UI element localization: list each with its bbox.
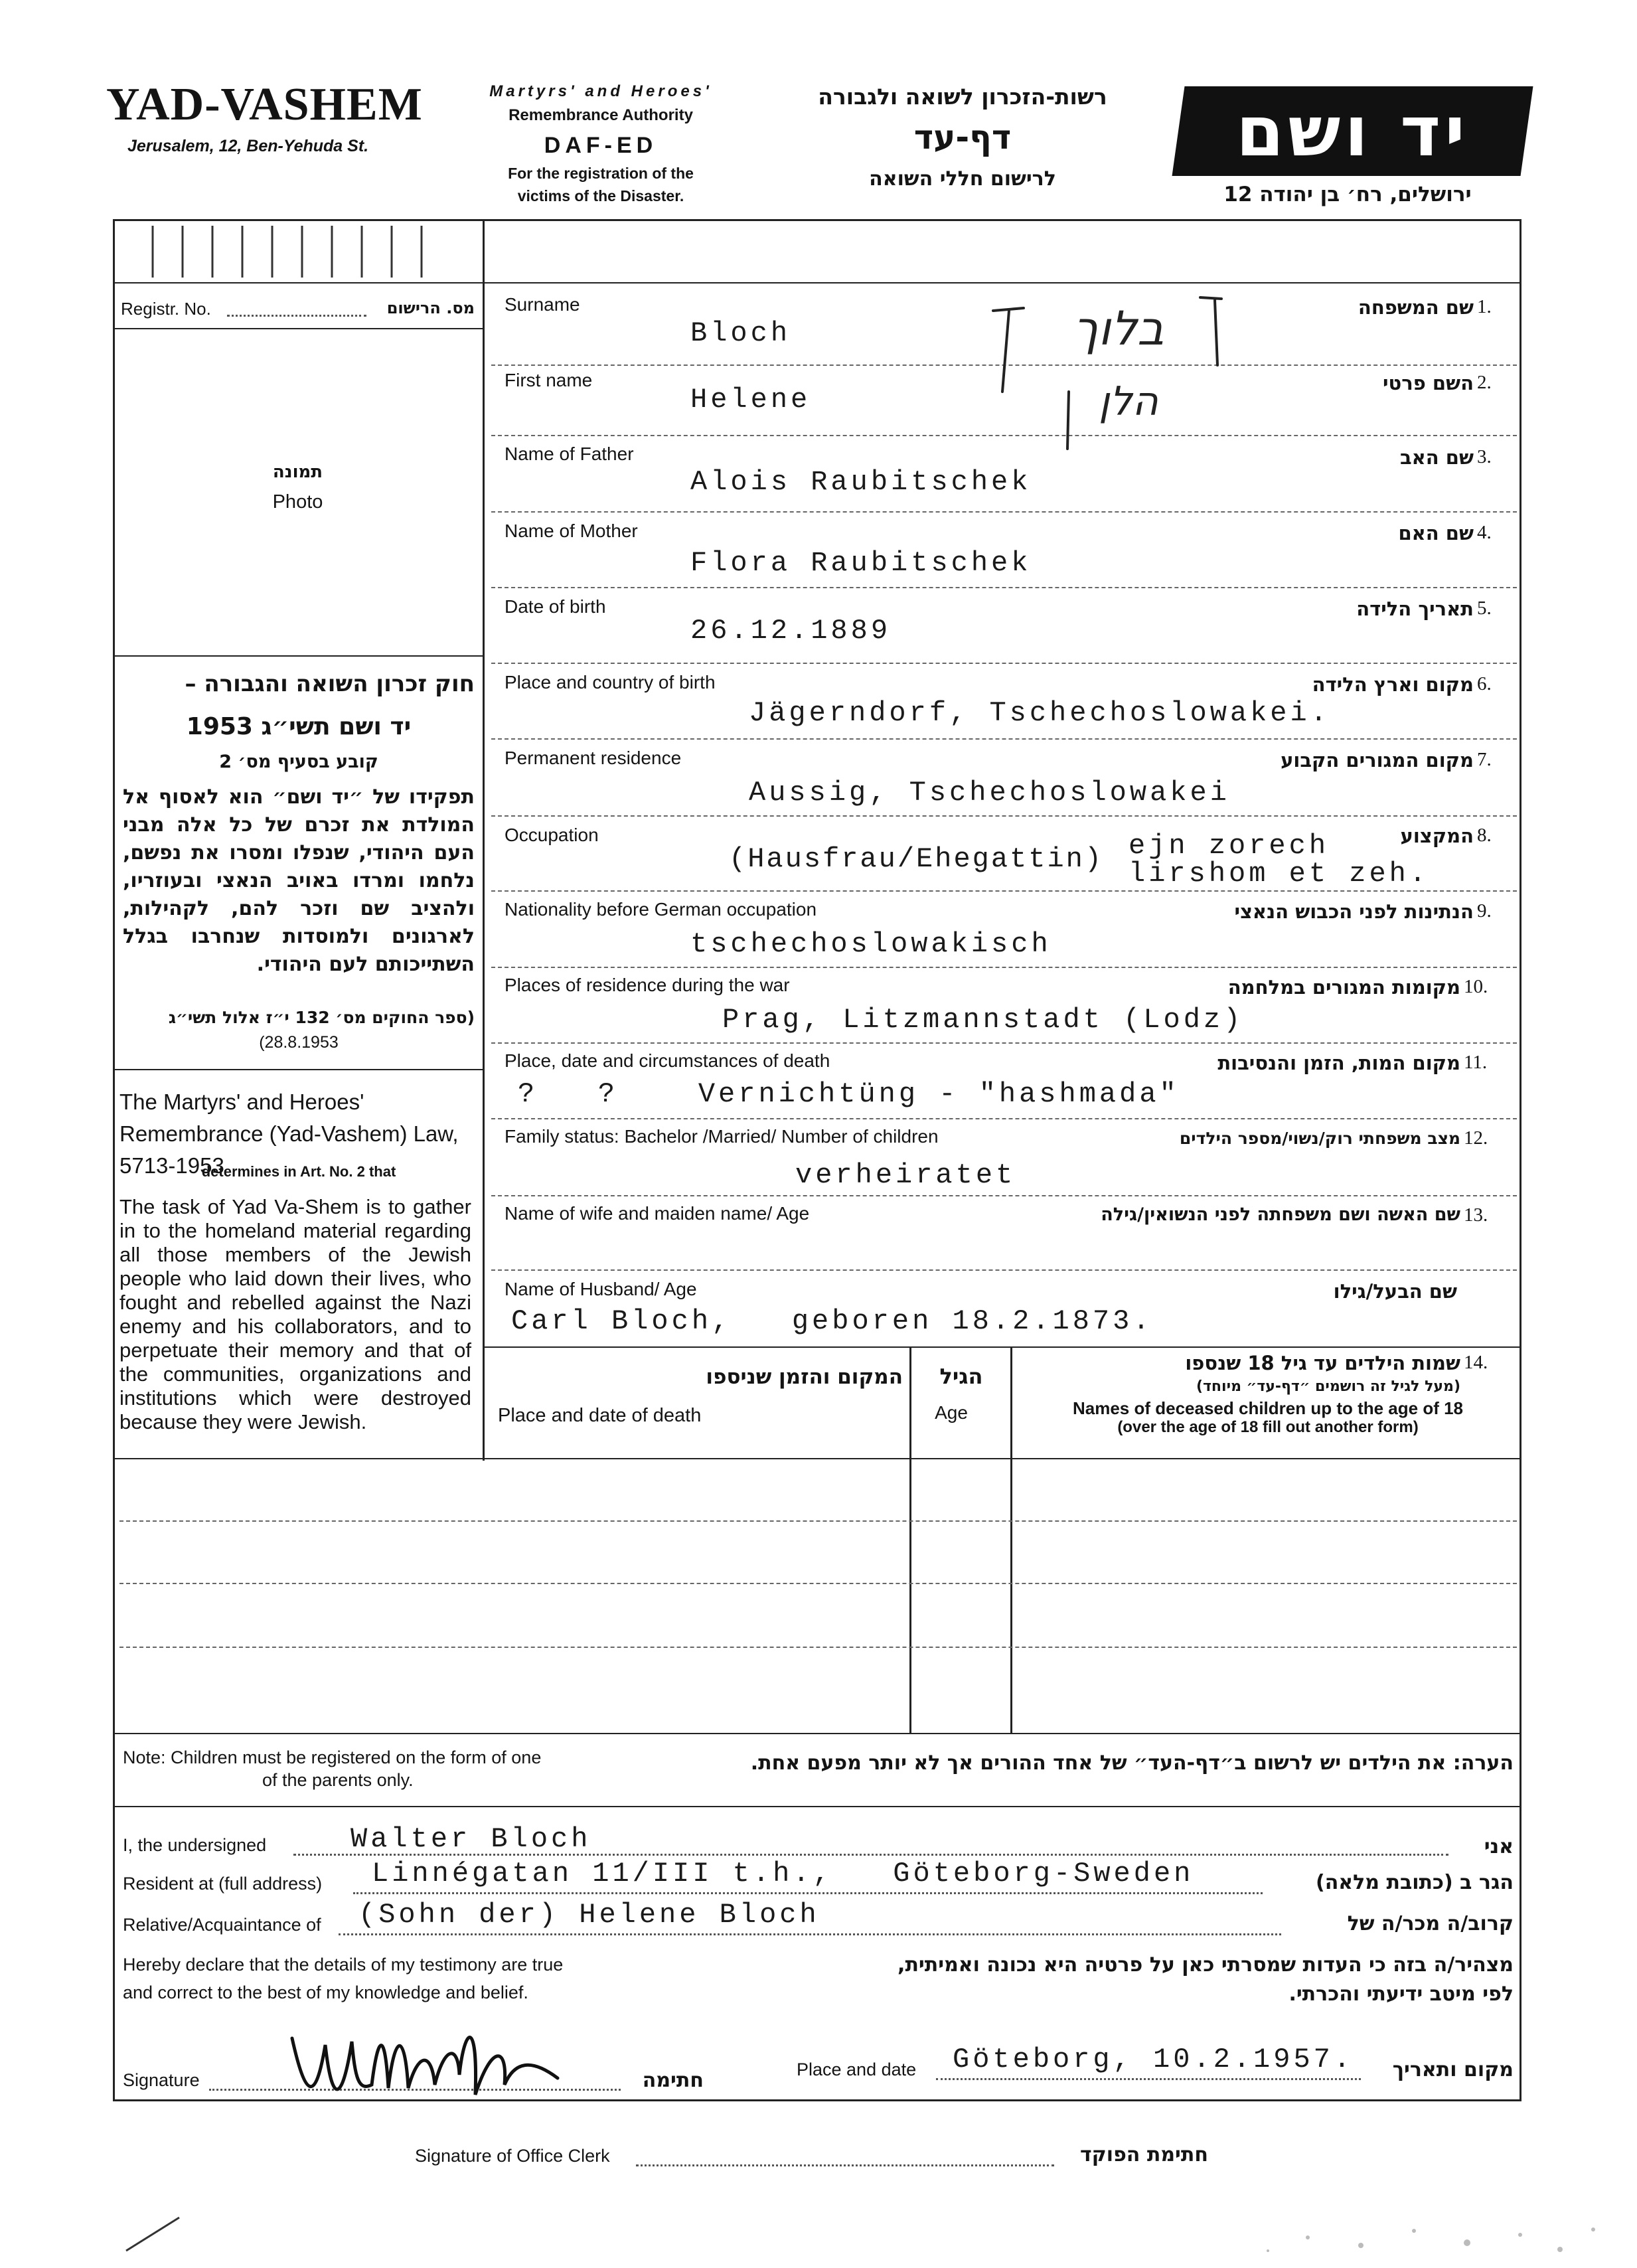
- left-column-divider: [483, 219, 485, 1461]
- field-2-num: 2.: [1477, 372, 1492, 393]
- authority-he: רשות-הזכרון לשואה ולגבורה: [818, 84, 1107, 110]
- clerk-dots: [636, 2164, 1054, 2166]
- field-11-label-en: Place, date and circumstances of death: [505, 1050, 830, 1071]
- row-sep-5: [491, 663, 1517, 664]
- field-12-value: verheiratet: [795, 1159, 1016, 1191]
- photo-rule: [113, 655, 483, 657]
- law-title-he: חוק זכרון השואה והגבורה –: [185, 671, 475, 697]
- row-sep-4: [491, 587, 1517, 588]
- field-1-num: 1.: [1477, 296, 1492, 317]
- children-row-3: [119, 1647, 1517, 1648]
- field-2-label-he: השם פרטי: [1383, 372, 1474, 394]
- law-text-he: תפקידו של ״יד ושם״ הוא לאסוף אל המולדת את זכרם של כל אלה מבני העם היהודי, שנפלו ומסרו את נפשם, נלחמו ומרדו באויב הנאצי ובעוזריו, ולהציב שם וזכר להם, לקהילות, לארגונים ולמוסדות שנחרבו בגלל השתייכותם לעם היהודי.: [123, 785, 475, 976]
- children-header-rule: [113, 1458, 1521, 1459]
- children-col-names-en-2: (over the age of 18 fill out another form): [1117, 1418, 1419, 1436]
- undersigned-value: Walter Bloch: [351, 1823, 591, 1855]
- children-col-place-en: Place and date of death: [498, 1405, 702, 1426]
- field-12-label-en: Family status: Bachelor /Married/ Number of children: [505, 1126, 939, 1147]
- relative-label: Relative/Acquaintance of: [123, 1915, 321, 1935]
- resident-dots: [353, 1892, 1263, 1894]
- registr-no-dots: [227, 315, 366, 317]
- row-sep-13: [491, 1269, 1517, 1271]
- field-4-num: 4.: [1477, 522, 1492, 543]
- registration-box-cells: [133, 226, 461, 278]
- field-8-value-extra-1: ejn zorech: [1129, 830, 1330, 862]
- field-8-label-en: Occupation: [505, 825, 599, 845]
- field-3-label-he: שם האב: [1399, 446, 1474, 469]
- relative-value: (Sohn der) Helene Bloch: [358, 1899, 820, 1931]
- field-7-num: 7.: [1477, 749, 1492, 770]
- registration-he: לרישום חללי השואה: [869, 167, 1056, 191]
- field-7-value: Aussig, Tschechoslowakei: [749, 777, 1230, 809]
- daf-ed-he: דף-עד: [913, 118, 1012, 157]
- field-1-label-en: Surname: [505, 294, 580, 315]
- field-9-label-he: הנתינות לפני הכבוש הנאצי: [1234, 900, 1474, 923]
- field-6-num: 6.: [1477, 673, 1492, 694]
- field-10-num: 10.: [1464, 976, 1488, 997]
- declare-en-line2: and correct to the best of my knowledge and belief.: [123, 1983, 528, 2002]
- resident-label: Resident at (full address): [123, 1874, 323, 1894]
- daf-ed-en: DAF-ED: [544, 133, 658, 158]
- field-7-label-he: מקום המגורים הקבוע: [1281, 749, 1474, 771]
- address-en: Jerusalem, 12, Ben-Yehuda St.: [127, 137, 369, 155]
- field-11-num: 11.: [1464, 1052, 1488, 1073]
- field-5-num: 5.: [1477, 598, 1492, 619]
- field-4-label-en: Name of Mother: [505, 521, 638, 541]
- row-sep-6: [491, 738, 1517, 740]
- field-11-value: ? ? Vernichtüng - "hashmada": [518, 1078, 1180, 1110]
- field-5-label-he: תאריך הלידה: [1356, 598, 1474, 620]
- place-date-label: Place and date: [797, 2060, 917, 2079]
- yad-vashem-title: YAD-VASHEM: [106, 79, 423, 130]
- law-determines-en: determines in Art. No. 2 that: [201, 1163, 396, 1180]
- place-date-value: Göteborg, 10.2.1957.: [953, 2044, 1354, 2075]
- declare-he-line1: מצהיר/ה בזה כי העדות שמסרתי כאן על פרטיה היא נכונה ואמיתית,: [897, 1953, 1514, 1977]
- row-sep-7: [491, 815, 1517, 817]
- signature-scribble: [279, 2005, 571, 2105]
- row-sep-12: [491, 1195, 1517, 1196]
- field-12-num: 12.: [1464, 1127, 1488, 1149]
- field-5-label-en: Date of birth: [505, 596, 606, 617]
- row-sep-11: [491, 1118, 1517, 1119]
- signature-label: Signature: [123, 2070, 200, 2090]
- row-sep-8: [491, 890, 1517, 892]
- registr-no-label: Registr. No.: [121, 299, 211, 319]
- children-col-names-he-sub: (מעל לגיל זה רושמים ״דף-עד״ מיוחד): [1196, 1378, 1460, 1395]
- field-husband-value: Carl Bloch, geboren 18.2.1873.: [511, 1305, 1153, 1337]
- field-8-value: (Hausfrau/Ehegattin): [729, 843, 1104, 875]
- children-col-place-he: המקום והזמן שניספו: [706, 1365, 903, 1389]
- scan-noise-bottom: [100, 2211, 1626, 2264]
- authority-en-line1: Martyrs' and Heroes': [489, 82, 712, 100]
- note-rule: [113, 1806, 1521, 1807]
- law-source-date: (28.8.1953: [259, 1033, 339, 1052]
- field-10-value: Prag, Litzmannstadt (Lodz): [722, 1004, 1244, 1036]
- children-bottom-rule: [113, 1733, 1521, 1734]
- children-col-age-en: Age: [935, 1402, 968, 1423]
- photo-label-en: Photo: [272, 491, 323, 513]
- yad-vashem-logo-text: יד ושם: [1236, 90, 1469, 172]
- law-source-he: (ספר החוקים מס׳ 132 י״ז אלול תשי״ג: [168, 1008, 475, 1027]
- row-sep-3: [491, 511, 1517, 513]
- field-10-label-en: Places of residence during the war: [505, 975, 790, 995]
- field-9-label-en: Nationality before German occupation: [505, 899, 817, 920]
- undersigned-label: I, the undersigned: [123, 1835, 267, 1855]
- registr-rule: [113, 328, 483, 329]
- law-he-rule: [113, 1069, 483, 1070]
- field-13-label-he: שם האשה ושם משפחתה לפני הנשואין/גילה: [1101, 1204, 1460, 1225]
- clerk-he: חתימת הפוקד: [1080, 2143, 1208, 2166]
- field-husband-label-en: Name of Husband/ Age: [505, 1279, 697, 1299]
- field-3-label-en: Name of Father: [505, 444, 634, 464]
- row-sep-10: [491, 1042, 1517, 1044]
- resident-he: הגר ב (כתובת מלאה): [1315, 1871, 1514, 1894]
- note-en-line2: of the parents only.: [262, 1770, 414, 1790]
- row-sep-9: [491, 967, 1517, 968]
- law-name-he: יד ושם תשי״ג 1953: [186, 713, 412, 740]
- registration-en-line1: For the registration of the: [508, 165, 694, 182]
- relative-he: קרוב/ה מכר/ה של: [1347, 1912, 1514, 1935]
- signature-he: חתימה: [642, 2069, 704, 2092]
- handwritten-surname-he: בלוך: [1073, 301, 1164, 356]
- children-row-1: [119, 1520, 1517, 1522]
- place-date-dots: [936, 2078, 1361, 2080]
- authority-en-line2: Remembrance Authority: [508, 106, 693, 124]
- handwritten-first-name-he: הלן: [1099, 378, 1158, 425]
- field-6-label-en: Place and country of birth: [505, 672, 716, 692]
- field-2-label-en: First name: [505, 370, 593, 390]
- law-title-en: The Martyrs' and Heroes' Remembrance (Yad-Vashem) Law, 5713-1953: [119, 1090, 459, 1178]
- field-3-num: 3.: [1477, 446, 1492, 467]
- field-13-label-en: Name of wife and maiden name/ Age: [505, 1203, 810, 1224]
- yad-vashem-logo: [1172, 86, 1533, 176]
- field-8-label-he: המקצוע: [1400, 825, 1474, 847]
- children-num: 14.: [1464, 1352, 1488, 1373]
- field-3-value: Alois Raubitschek: [690, 466, 1032, 498]
- registr-no-he: מס. הרישום: [386, 299, 475, 317]
- scan-noise-marks: [100, 2211, 1626, 2264]
- registration-en-line2: victims of the Disaster.: [517, 187, 684, 204]
- field-1-label-he: שם המשפחה: [1358, 296, 1474, 319]
- place-date-he: מקום ותאריך: [1392, 2058, 1514, 2081]
- children-row-2: [119, 1583, 1517, 1584]
- field-6-value: Jägerndorf, Tschechoslowakei.: [749, 697, 1330, 729]
- field-8-num: 8.: [1477, 825, 1492, 846]
- field-11-label-he: מקום המות, הזמן והנסיבות: [1217, 1052, 1460, 1074]
- top-strip-bottom-rule: [113, 282, 1521, 284]
- declare-en-line1: Hereby declare that the details of my testimony are true: [123, 1955, 564, 1975]
- field-7-label-en: Permanent residence: [505, 748, 682, 768]
- note-he: הערה: את הילדים יש לרשום ב״דף-העד״ של אחד ההורים אך לא יותר מפעם אחת.: [750, 1751, 1514, 1775]
- field-4-label-he: שם האם: [1398, 522, 1474, 544]
- children-col-names-en-1: Names of deceased children up to the age of 18: [1072, 1398, 1464, 1418]
- field-9-value: tschechoslowakisch: [690, 928, 1052, 960]
- registration-box-grid: [133, 226, 461, 278]
- clerk-label: Signature of Office Clerk: [415, 2146, 610, 2166]
- field-4-value: Flora Raubitschek: [690, 547, 1032, 579]
- field-husband-label-he: שם הבעל/גילו: [1333, 1280, 1457, 1303]
- row-sep-husband: [483, 1346, 1521, 1348]
- field-13-num: 13.: [1464, 1204, 1488, 1226]
- field-5-value: 26.12.1889: [690, 615, 892, 647]
- law-article-he: קובע בסעיף מס׳ 2: [219, 752, 378, 772]
- note-en-line1: Note: Children must be registered on the form of one: [123, 1747, 542, 1767]
- photo-label-he: תמונה: [272, 462, 323, 482]
- declare-he-line2: לפי מיטב ידיעתי והכרתי.: [1288, 1983, 1514, 2006]
- relative-dots: [339, 1933, 1281, 1935]
- field-1-value: Bloch: [690, 317, 791, 349]
- children-col-names-he: שמות הילדים עד גיל 18 שנספו: [1185, 1352, 1460, 1374]
- field-12-label-he: מצב משפחתי רוק/נשוי/מספר הילדים: [1179, 1129, 1460, 1148]
- field-8-value-extra-2: lirshom et zeh.: [1129, 858, 1430, 890]
- undersigned-he: אני: [1484, 1835, 1514, 1858]
- field-2-value: Helene: [690, 384, 811, 416]
- law-text-en: The task of Yad Va-Shem is to gather in to the homeland material regarding all those members of the Jewish people who laid down their lives, who fought and rebelled against the Nazi enemy and his collaborators, and to perpetuate their memory and that of the communities, organizations and institutions which were destroyed because they were Jewish.: [119, 1195, 471, 1433]
- field-9-num: 9.: [1477, 900, 1492, 922]
- address-he: ירושלים, רח׳ בן יהודה 12: [1223, 183, 1472, 206]
- children-col-divider-2: [1010, 1346, 1012, 1733]
- signature-handwritten: [279, 2005, 571, 2105]
- field-10-label-he: מקומות המגורים במלחמה: [1227, 976, 1460, 999]
- field-6-label-he: מקום וארץ הלידה: [1312, 673, 1474, 696]
- children-col-age-he: הגיל: [939, 1364, 983, 1389]
- resident-value: Linnégatan 11/III t.h., Göteborg-Sweden: [372, 1858, 1194, 1890]
